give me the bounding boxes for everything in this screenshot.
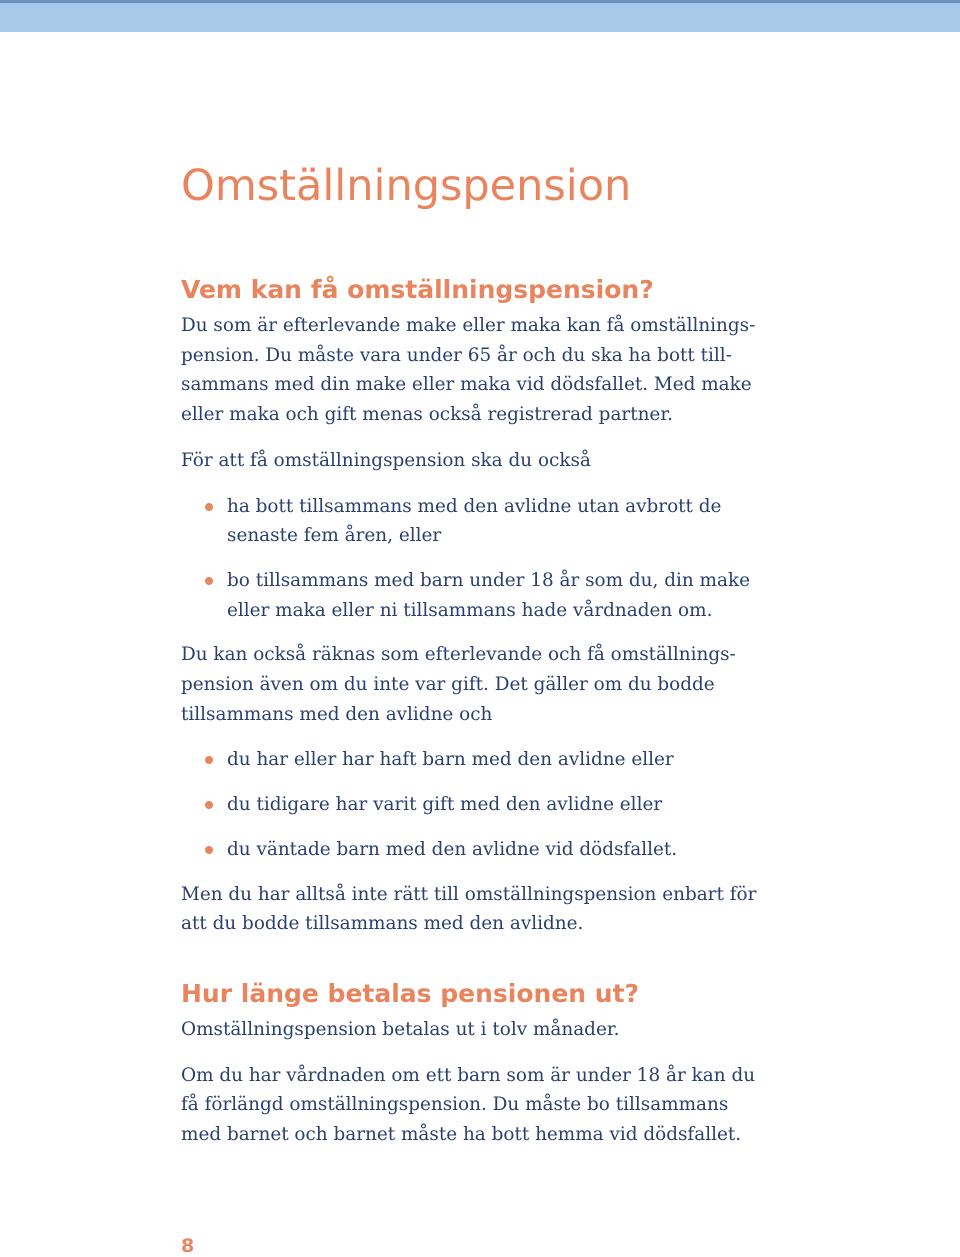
text-line: Du som är efterlevande make eller maka kan få omställnings-	[181, 315, 756, 336]
conclusion-paragraph	[181, 880, 801, 939]
extension-paragraph	[181, 1061, 801, 1150]
text-line: sammans med din make eller maka vid dödsfallet. Med make	[181, 374, 752, 396]
bullet-dot-icon	[205, 577, 213, 585]
text-line: du väntade barn med den avlidne vid dödsfallet.	[227, 838, 678, 860]
list-item	[181, 492, 801, 551]
text-line: du tidigare har varit gift med den avlidne eller	[227, 794, 663, 816]
section-who-can-get	[181, 273, 801, 955]
bullet-dot-icon	[205, 801, 213, 809]
text-line: pension. Du måste vara under 65 år och du ska ha bott till-	[181, 344, 732, 366]
text-line: att du bodde tillsammans med den avlidne.	[181, 913, 584, 935]
lead-paragraph: För att få omställningspension ska du också	[181, 449, 591, 471]
text-line: Du kan också räknas som efterlevande och få omställnings-	[181, 644, 736, 666]
text-line: tillsammans med den avlidne och	[181, 703, 493, 725]
list-item	[181, 835, 801, 865]
bullet-dot-icon	[205, 756, 213, 764]
list-item	[181, 566, 801, 625]
text-line: med barnet och barnet måste ha bott hemma vid dödsfallet.	[181, 1124, 742, 1146]
unmarried-paragraph	[181, 640, 801, 729]
text-line: bo tillsammans med barn under 18 år som du, din make	[227, 569, 750, 591]
text-line: få förlängd omställningspension. Du måste bo tillsammans	[181, 1094, 729, 1116]
intro-paragraph	[181, 311, 801, 430]
text-line: ha bott tillsammans med den avlidne utan avbrott de	[227, 495, 722, 517]
list-item	[181, 790, 801, 820]
duration-paragraph: Omställningspension betalas ut i tolv månader.	[181, 1019, 620, 1040]
text-line: senaste fem åren, eller	[227, 525, 442, 547]
section-duration	[181, 977, 801, 1166]
page-number: 8	[181, 1235, 195, 1257]
conditions-list	[181, 492, 801, 626]
section-heading: Vem kan få omställningspension?	[181, 275, 654, 304]
text-line: du har eller har haft barn med den avlidne eller	[227, 749, 674, 771]
bullet-dot-icon	[205, 503, 213, 511]
bullet-dot-icon	[205, 846, 213, 854]
list-item	[181, 745, 801, 775]
page-title: Omställningspension	[181, 161, 632, 211]
cohabitation-list	[181, 745, 801, 864]
text-line: Men du har alltså inte rätt till omställningspension enbart för	[181, 883, 757, 905]
section-heading: Hur länge betalas pensionen ut?	[181, 979, 640, 1008]
text-line: eller maka eller ni tillsammans hade vårdnaden om.	[227, 599, 713, 621]
text-line: Om du har vårdnaden om ett barn som är under 18 år kan du	[181, 1064, 756, 1086]
text-line: pension även om du inte var gift. Det gäller om du bodde	[181, 674, 715, 696]
text-line: eller maka och gift menas också registrerad partner.	[181, 404, 673, 426]
top-color-band	[0, 0, 960, 32]
